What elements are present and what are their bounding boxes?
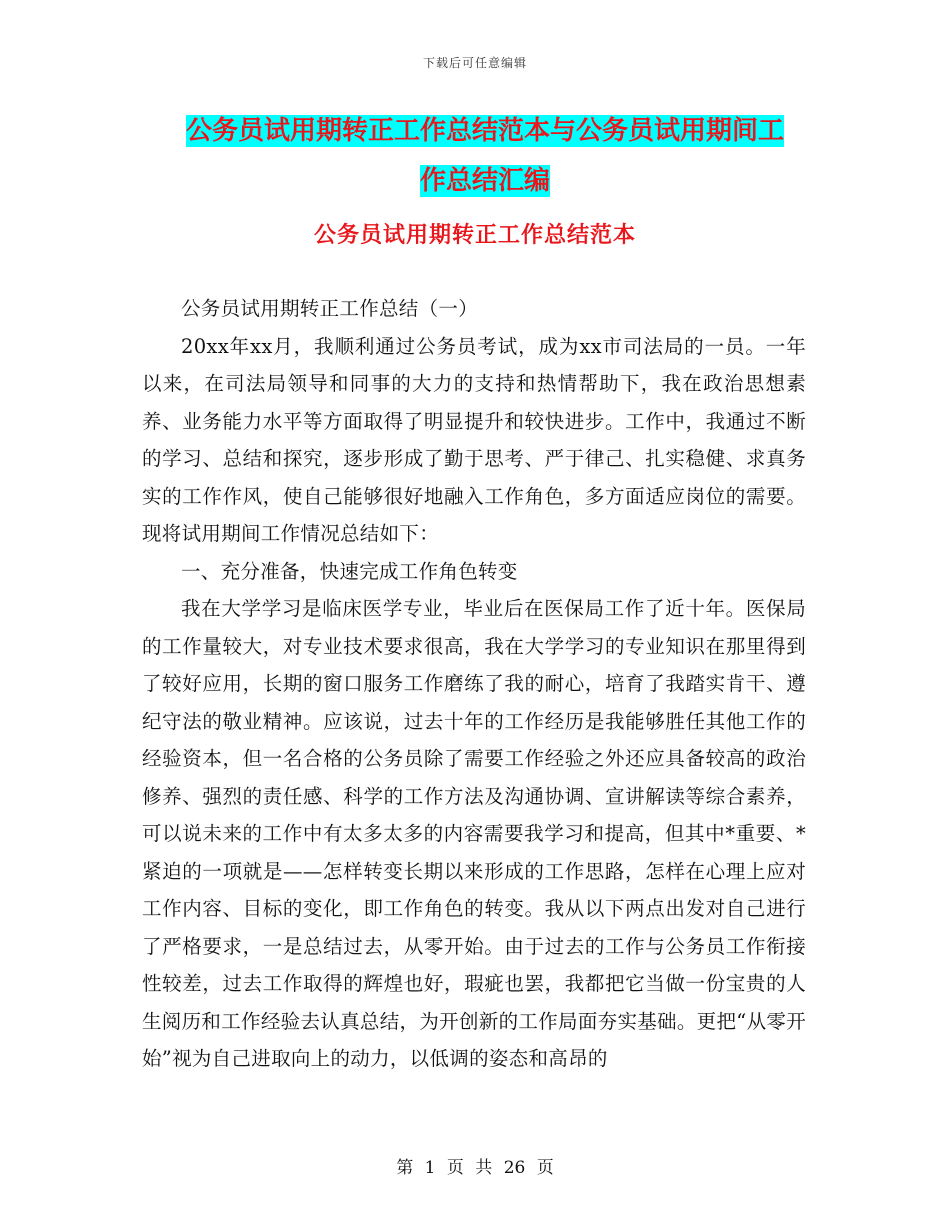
page-number-footer: 第 1 页 共 26 页 (396, 1158, 554, 1178)
document-title-line-1: 公务员试用期转正工作总结范本与公务员试用期间工 (185, 116, 784, 146)
paragraph-subtitle: 公务员试用期转正工作总结（一） (181, 297, 479, 320)
page-header-note: 下载后可任意编辑 (422, 56, 527, 70)
body-text (142, 290, 806, 1078)
paragraph-intro: 20xx年xx月，我顺利通过公务员考试，成为xx市司法局的一员。一年以来，在司法局领导和同事的大力的支持和热情帮助下，我在政治思想素养、业务能力水平等方面取得了明显提升和较快进步。工作中，我通过不断的学习、总结和探究，逐步形成了勤于思考、严于律己、扎实稳健、求真务实的工作作风，使自己能够很好地融入工作角色，多方面适应岗位的需要。现将试用期间工作情况总结如下： (142, 334, 806, 545)
document-title-line-2: 作总结汇编 (419, 166, 550, 196)
document-title (150, 106, 820, 206)
paragraph-body-1: 我在大学学习是临床医学专业，毕业后在医保局工作了近十年。医保局的工作量较大，对专业技术要求很高，我在大学学习的专业知识在那里得到了较好应用，长期的窗口服务工作磨练了我的耐心，培育了我踏实肯干、遵纪守法的敬业精神。应该说，过去十年的工作经历是我能够胜任其他工作的经验资本，但一名合格的公务员除了需要工作经验之外还应具备较高的政治修养、强烈的责任感、科学的工作方法及沟通协调、宣讲解读等综合素养，可以说未来的工作中有太多太多的内容需要我学习和提高，但其中*重要、*紧迫的一项就是——怎样转变长期以来形成的工作思路，怎样在心理上应对工作内容、目标的变化，即工作角色的转变。我从以下两点出发对自己进行了严格要求，一是总结过去，从零开始。由于过去的工作与公务员工作衔接性较差，过去工作取得的辉煌也好，瑕疵也罢，我都把它当做一份宝贵的人生阅历和工作经验去认真总结，为开创新的工作局面夯实基础。更把“从零开始”视为自己进取向上的动力，以低调的姿态和高昂的 (142, 597, 806, 1070)
section-title: 公务员试用期转正工作总结范本 (313, 223, 636, 248)
paragraph-heading-1: 一、充分准备，快速完成工作角色转变 (181, 559, 518, 583)
